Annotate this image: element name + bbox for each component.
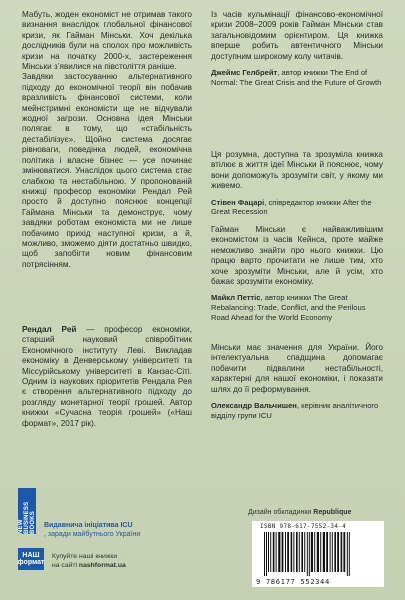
barcode-bar <box>291 532 293 572</box>
barcode-bar <box>264 532 265 576</box>
quote-author-name: Майкл Петтіс <box>211 293 261 303</box>
imprint-name: Видавнича ініціатива ICU <box>44 522 133 529</box>
quote-author-name: Джеймс Гелбрейт <box>211 68 278 78</box>
quote-text: Ця розумна, доступна та зрозуміла книжка втілює в життя ідеї Мінськи й пояснює, чому вони допоможуть зрозуміти світ, у якому ми живемо. <box>211 150 383 191</box>
quote-valchyshen <box>211 343 383 420</box>
barcode-bar <box>276 532 277 572</box>
publisher-buy-note: Купуйте наші книжки на сайті nashformat.ua <box>52 553 126 569</box>
quote-author-role: , автор книжки The Great Rebalancing: Trade, Conflict, and the Perilous Road Ahead for the World Economy <box>211 293 366 322</box>
quote-attribution <box>211 68 383 87</box>
barcode-bar <box>287 532 289 572</box>
quote-attribution <box>211 198 383 217</box>
barcode-bar <box>323 532 325 572</box>
barcode-bar <box>268 532 269 572</box>
barcode-bar <box>304 532 305 572</box>
author-bio-text: — професор економіки, старший науковий співробітник Економічного інституту Леві. Викладав економіку в Денверському університеті та Міссурійському університеті в Канзас-Сіті. Одним із наукових пріоритетів Рендала Рея є створення альтернативного підходу до розгляду монетарної теорії грошей. Автор книжки «Сучасна теорія грошей» («Наш формат», 2017 рік). <box>22 325 192 428</box>
barcode-bar <box>326 532 328 572</box>
barcode-bar <box>347 532 348 576</box>
quote-attribution <box>211 401 383 420</box>
left-column <box>22 10 192 270</box>
nash-format-logo: НАШ формат <box>18 548 44 570</box>
barcode-bar <box>299 532 300 572</box>
quote-attribution <box>211 293 383 322</box>
intro-paragraph: Мабуть, жоден економіст не отримав такого визнання внаслідок глобальної фінансової кризи, як Гайман Мінськи. Хоч декілька дослідників були на сполох про можливість кризи на початку 2000-х, застереження Мінськи з’явилися на півстоліття раніше. <box>22 10 192 72</box>
designer-name: Republique <box>313 509 352 516</box>
barcode-bar <box>332 532 333 572</box>
publisher-site-link: nashformat.ua <box>78 561 126 569</box>
barcode-bar <box>317 532 319 572</box>
quote-pettis <box>211 225 383 322</box>
quote-text: Із часів кульмінації фінансово-економічної кризи 2008–2009 років Гайман Мінськи став загальновідомим орієнтиром. Ця книжка вперше робить автентичного Мінськи доступним широкому колу читачів. <box>211 10 383 61</box>
quote-text: Гайман Мінськи є найважливішим економістом із часів Кейнса, проте майже неможливо знайти про нього книжки. Цю працю варто прочитати не лише тим, хто хоче зрозуміти Мінськи, але й усім, хто бажає зрозуміти економіку. <box>211 225 383 287</box>
barcode-bar <box>296 532 298 572</box>
barcode-bar <box>282 532 284 572</box>
isbn-label: ISBN 978-617-7552-34-4 <box>260 523 347 530</box>
barcode-digits: 9 786177 552344 <box>256 577 330 586</box>
barcode-bar <box>270 532 271 572</box>
barcode-bar <box>307 532 308 576</box>
imprint-credit <box>44 521 140 539</box>
barcode-bar <box>330 532 331 572</box>
barcode-bar <box>314 532 315 572</box>
barcode-bar <box>334 532 336 572</box>
author-name: Рендал Рей <box>22 325 77 334</box>
barcode-bar <box>337 532 339 572</box>
quote-author-role: , автор книжки The End of Normal: The Great Crisis and the Future of Growth <box>211 68 382 87</box>
barcode-bar <box>301 532 303 572</box>
barcode-bar <box>343 532 345 572</box>
quote-author-role: , керівник аналітичного відділу групи ICU <box>211 401 379 420</box>
barcode-bar <box>341 532 343 572</box>
barcode-bar <box>278 532 280 572</box>
quote-author-name: Стівен Фацарі <box>211 197 265 207</box>
barcode-bar <box>349 532 350 576</box>
quote-galbraith <box>211 10 383 87</box>
body-paragraph: Завдяки застосуванню альтернативного підходу до економічної теорії він побачив вразливість фінансової системи, коли мейнстримні економісти ще не відчували жодної загрози. Основна ідея Мінськи полягає в тому, що «стабільність дестабілізує». Щойно система досягає рівноваги, поведінка людей, економічна політика і власне бізнес — усе починає змінюватися. Унаслідок цього система стає слабкою та нестабільною. У пропонованій книжці професор економіки Рендал Рей просто й доступно пояснює концепції Гаймана Мінськи та демонструє, чому завдяки роботам економіста ми не лише побачимо прихід наступної кризи, а й, можливо, зможемо діяти достатньо швидко, щоб запобігти новим фінансовим потрясінням. <box>22 72 192 269</box>
quote-fazzari <box>211 150 383 217</box>
quote-text: Мінськи має значення для України. Його інтелектуальна спадщина допомагає побачити підвалини нестабільності, характерні для нашої економіки, і показати шлях до її реформування. <box>211 343 383 394</box>
barcode-bar <box>273 532 275 572</box>
barcode-bar <box>266 532 267 576</box>
barcode-bar <box>309 532 310 576</box>
barcode-bar <box>311 532 313 572</box>
imprint-slogan: , заради майбутнього України <box>44 531 141 538</box>
quote-author-role: , співредактор книжки After the Great Recession <box>211 197 372 217</box>
cover-designer-credit: Дизайн обкладинки Republique <box>248 509 352 516</box>
author-bio <box>22 325 192 429</box>
barcode-icon <box>262 532 378 576</box>
barcode-bar <box>293 532 294 572</box>
quote-author-name: Олександр Вальчишен <box>211 401 297 411</box>
new-business-books-logo: NEW BUSINESS BOOKS <box>18 488 36 534</box>
barcode-bar <box>285 532 286 572</box>
barcode-bar <box>320 532 321 572</box>
